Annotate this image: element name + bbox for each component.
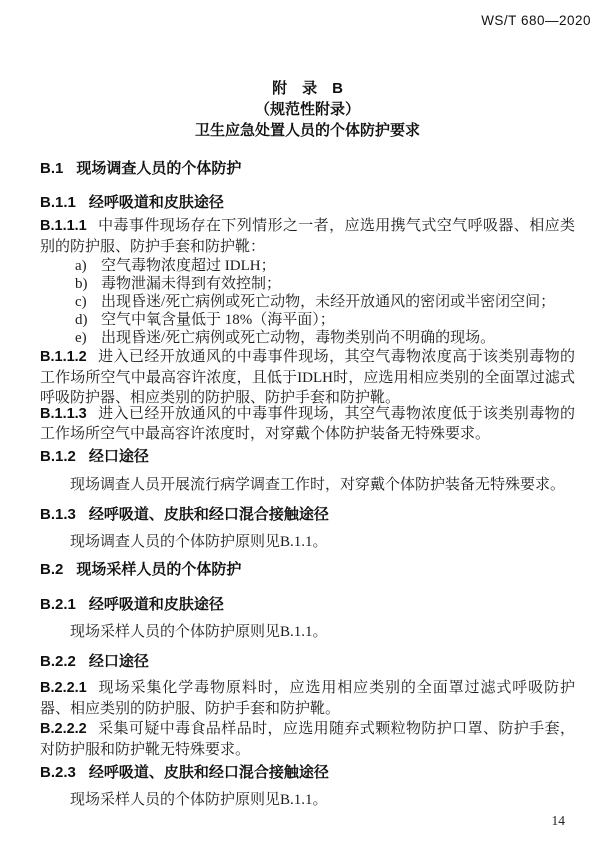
paragraph-b2-2-2 bbox=[40, 719, 575, 760]
list-item bbox=[75, 275, 575, 293]
clause-number: B.2.2 bbox=[40, 653, 76, 670]
list-item bbox=[75, 293, 575, 311]
list-item-text: 空气中氧含量低于 18%（海平面）； bbox=[101, 312, 335, 328]
list-item-label: a) bbox=[75, 258, 87, 274]
list-item-text: 出现昏迷/死亡病例或死亡动物，毒物类别尚不明确的现场。 bbox=[101, 330, 496, 346]
clause-number: B.2.2.2 bbox=[40, 721, 87, 737]
appendix-subject: 卫生应急处置人员的个体防护要求 bbox=[194, 122, 420, 139]
clause-number: B.2.1 bbox=[40, 595, 76, 613]
list-item bbox=[75, 311, 575, 329]
list-item-label: b) bbox=[75, 276, 88, 292]
paragraph-text: 进入已经开放通风的中毒事件现场，其空气毒物浓度低于该类别毒物的工作场所空气中最高容许浓度时，对穿戴个体防护装备无特殊要求。 bbox=[40, 405, 575, 442]
paragraph-text: 采集可疑中毒食品样品时，应选用随弃式颗粒物防护口罩、防护手套，对防护服和防护靴无特殊要求。 bbox=[40, 721, 575, 758]
clause-title: 现场采样人员的个体防护 bbox=[76, 560, 242, 578]
paragraph-b1-2: 现场调查人员开展流行病学调查工作时，对穿戴个体防护装备无特殊要求。 bbox=[70, 476, 566, 493]
clause-number: B.1.1 bbox=[40, 194, 76, 211]
clause-heading-b2-1 bbox=[40, 595, 575, 615]
paragraph-b1-1-3 bbox=[40, 404, 575, 445]
clause-heading-b2-2 bbox=[40, 652, 575, 672]
clause-title: 经呼吸道和皮肤途径 bbox=[88, 194, 224, 211]
paragraph-b2-2-1 bbox=[40, 678, 575, 719]
clause-title: 经口途径 bbox=[88, 447, 149, 465]
clause-heading-b1-2 bbox=[40, 447, 575, 467]
paragraph-text: 进入已经开放通风的中毒事件现场，其空气毒物浓度高于该类别毒物的工作场所空气中最高容许浓度，且低于IDLH时，应选用相应类别的全面罩过滤式呼吸防护器、相应类别的防护服、防护手套和防护靴。 bbox=[40, 349, 575, 406]
clause-title: 经口途径 bbox=[88, 653, 149, 670]
list-item-label: d) bbox=[75, 312, 88, 328]
paragraph-b1-3: 现场调查人员的个体防护原则见B.1.1。 bbox=[70, 534, 328, 550]
paragraph-b2-1: 现场采样人员的个体防护原则见B.1.1。 bbox=[70, 623, 328, 640]
page-number: 14 bbox=[551, 813, 565, 828]
clause-heading-b1-1 bbox=[40, 193, 575, 213]
list-item bbox=[75, 329, 575, 347]
appendix-type: （规范性附录） bbox=[254, 101, 360, 118]
paragraph-text: 中毒事件现场存在下列情形之一者，应选用携气式空气呼吸器、相应类别的防护服、防护手套和防护靴： bbox=[40, 218, 575, 255]
paragraph-b1-1-2 bbox=[40, 347, 575, 409]
clause-title: 经呼吸道、皮肤和经口混合接触途径 bbox=[88, 506, 329, 523]
paragraph-b1-1-1 bbox=[40, 216, 575, 257]
clause-number: B.2.3 bbox=[40, 764, 76, 781]
clause-number: B.1.3 bbox=[40, 506, 76, 523]
list-item-label: c) bbox=[75, 294, 87, 310]
clause-number: B.1.1.3 bbox=[40, 405, 87, 422]
clause-number: B.2 bbox=[40, 560, 64, 578]
clause-number: B.2.2.1 bbox=[40, 680, 87, 696]
paragraph-b2-3: 现场采样人员的个体防护原则见B.1.1。 bbox=[70, 792, 328, 808]
clause-title: 经呼吸道、皮肤和经口混合接触途径 bbox=[88, 764, 329, 781]
clause-number: B.1.2 bbox=[40, 447, 76, 465]
clause-heading-b2-3 bbox=[40, 763, 575, 783]
list-item-text: 毒物泄漏未得到有效控制； bbox=[101, 276, 282, 292]
clause-number: B.1 bbox=[40, 160, 64, 177]
list-item bbox=[75, 257, 575, 275]
clause-title: 现场调查人员的个体防护 bbox=[76, 160, 242, 177]
appendix-title: 附 录 B bbox=[272, 80, 343, 97]
list-item-text: 出现昏迷/死亡病例或死亡动物，未经开放通风的密闭或半密闭空间； bbox=[101, 294, 556, 310]
clause-number: B.1.1.2 bbox=[40, 349, 87, 365]
clause-title: 经呼吸道和皮肤途径 bbox=[88, 595, 224, 613]
clause-heading-b2 bbox=[40, 560, 575, 580]
condition-list bbox=[75, 257, 575, 347]
standard-number-header: WS/T 680—2020 bbox=[481, 13, 591, 28]
clause-heading-b1-3 bbox=[40, 505, 575, 525]
clause-heading-b1 bbox=[40, 159, 575, 179]
list-item-label: e) bbox=[75, 330, 87, 346]
clause-number: B.1.1.1 bbox=[40, 218, 87, 234]
list-item-text: 空气毒物浓度超过 IDLH； bbox=[101, 258, 276, 274]
paragraph-text: 现场采集化学毒物原料时，应选用相应类别的全面罩过滤式呼吸防护器、相应类别的防护服、防护手套和防护靴。 bbox=[40, 680, 575, 717]
